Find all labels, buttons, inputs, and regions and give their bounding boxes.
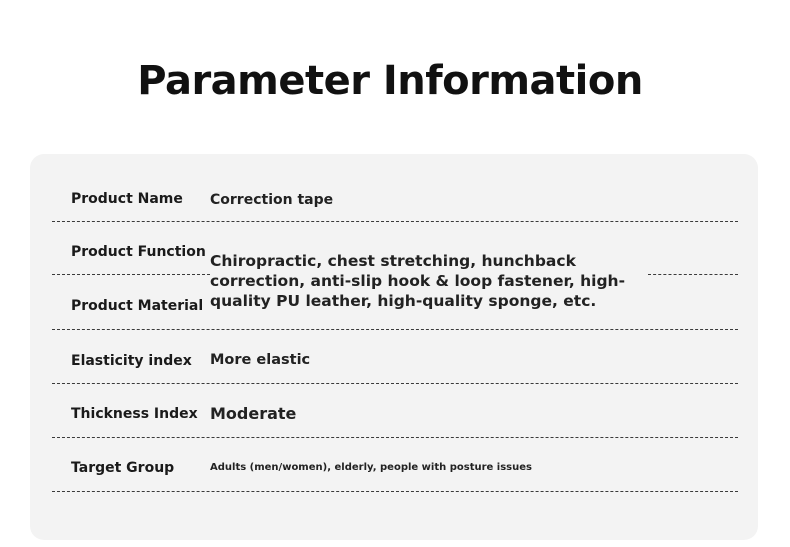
value-product-function: Chiropractic, chest stretching, hunchback correction, anti-slip hook & loop fastener, high-quality PU leather, high-quality sponge, etc.	[210, 252, 626, 310]
label-product-name: Product Name	[71, 191, 183, 207]
row-divider	[52, 274, 210, 275]
value-product-name: Correction tape	[210, 192, 334, 208]
row-divider	[52, 329, 738, 330]
value-thickness-index: Moderate	[210, 404, 297, 423]
parameter-card	[30, 154, 758, 540]
label-target-group: Target Group	[71, 460, 175, 476]
label-product-material: Product Material	[71, 298, 204, 314]
row-divider	[52, 383, 738, 384]
row-divider	[52, 221, 738, 222]
row-divider	[52, 491, 738, 492]
label-elasticity-index: Elasticity index	[71, 353, 192, 369]
value-target-group: Adults (men/women), elderly, people with posture issues	[210, 462, 532, 473]
label-product-function: Product Function	[71, 244, 206, 260]
value-elasticity-index: More elastic	[210, 352, 311, 368]
row-divider	[52, 437, 738, 438]
page-title: Parameter Information	[137, 58, 643, 104]
row-divider	[648, 274, 738, 275]
label-thickness-index: Thickness Index	[71, 406, 198, 422]
